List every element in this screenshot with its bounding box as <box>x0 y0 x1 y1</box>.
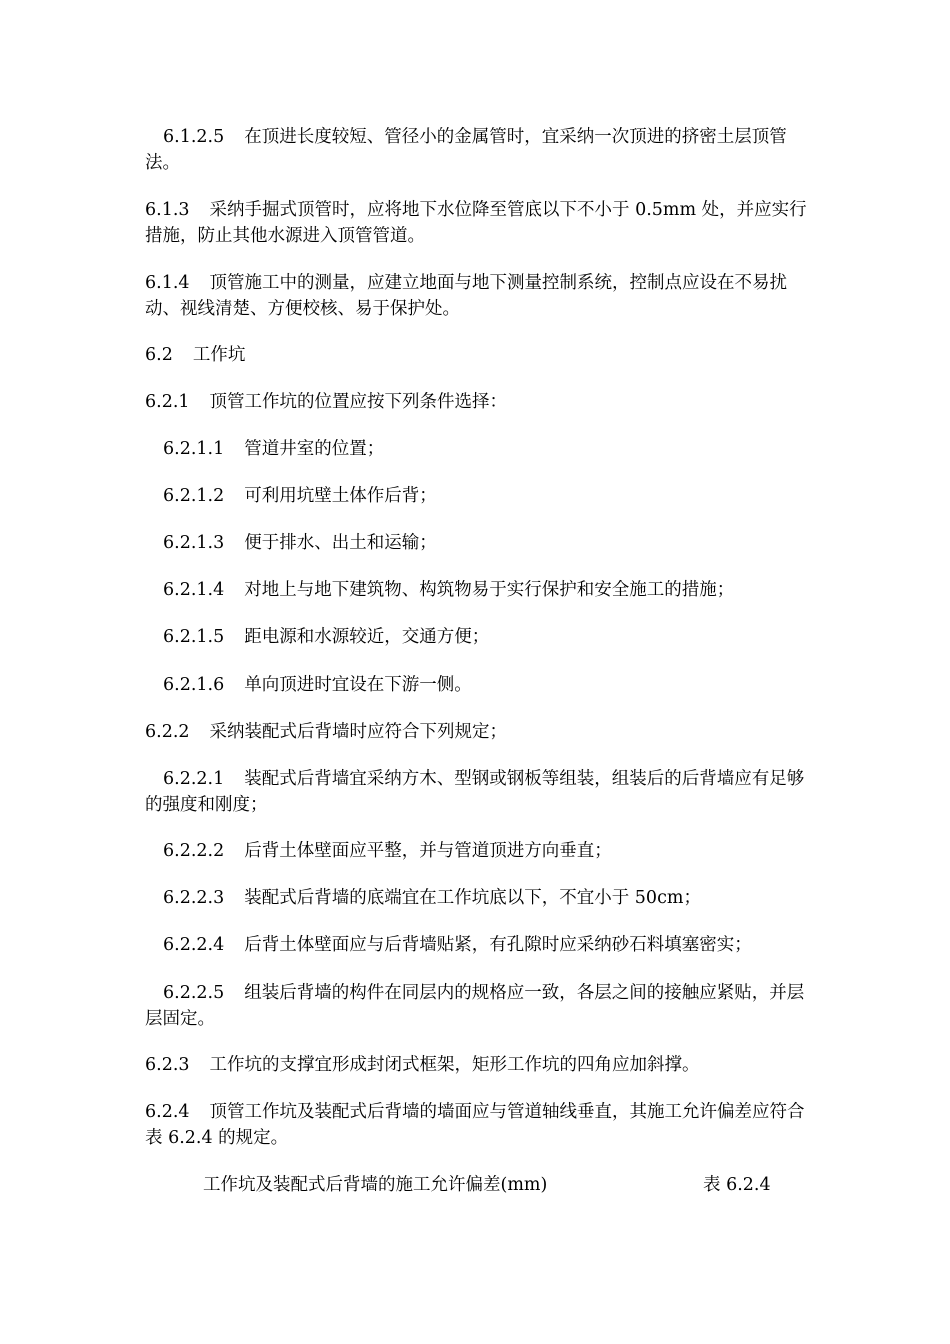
clause-6-2-2 <box>145 719 810 745</box>
clause-text: 采纳手掘式顶管时，应将地下水位降至管底以下不小于 0.5mm 处，并应实行措施，防止其他水源进入顶管管道。 <box>145 200 807 246</box>
clause-number: 6.2.1.4 <box>163 580 225 600</box>
clause-6-2-2-2 <box>145 838 810 864</box>
clause-number: 6.2.1.3 <box>163 533 225 553</box>
clause-text: 便于排水、出土和运输； <box>244 533 437 553</box>
clause-number: 6.2.2.5 <box>163 983 225 1003</box>
clause-text: 工作坑 <box>192 345 246 365</box>
clause-6-2-1-5 <box>145 624 810 650</box>
clause-number: 6.1.4 <box>145 273 190 293</box>
clause-text: 距电源和水源较近，交通方便； <box>244 627 490 647</box>
clause-text: 组装后背墙的构件在同层内的规格应一致，各层之间的接触应紧贴，并层层固定。 <box>145 983 805 1029</box>
clause-number: 6.1.2.5 <box>163 127 225 147</box>
clause-6-1-2-5 <box>145 124 810 176</box>
clause-6-2-1 <box>145 389 810 415</box>
clause-number: 6.2.2 <box>145 722 190 742</box>
clause-6-2-1-1 <box>145 436 810 462</box>
clause-text: 顶管施工中的测量，应建立地面与地下测量控制系统，控制点应设在不易扰动、视线清楚、方便校核、易于保护处。 <box>145 273 788 319</box>
clause-number: 6.2.1.5 <box>163 627 225 647</box>
clause-number: 6.2.1.2 <box>163 486 225 506</box>
clause-text: 装配式后背墙的底端宜在工作坑底以下，不宜小于 50cm； <box>244 888 701 908</box>
clause-6-2-4 <box>145 1099 810 1151</box>
clause-number: 6.2.2.1 <box>163 769 225 789</box>
clause-6-2-2-5 <box>145 980 810 1032</box>
clause-text: 顶管工作坑的位置应按下列条件选择： <box>209 392 508 412</box>
clause-text: 装配式后背墙宜采纳方木、型钢或钢板等组装，组装后的后背墙应有足够的强度和刚度； <box>145 769 805 815</box>
clause-text: 可利用坑壁土体作后背； <box>244 486 437 506</box>
clause-text: 对地上与地下建筑物、构筑物易于实行保护和安全施工的措施； <box>244 580 735 600</box>
clause-6-2-1-6 <box>145 672 810 698</box>
clause-text: 顶管工作坑及装配式后背墙的墙面应与管道轴线垂直，其施工允许偏差应符合表 6.2.4 的规定。 <box>145 1102 805 1148</box>
clause-6-1-3 <box>145 197 810 249</box>
clause-6-2-2-3 <box>145 885 810 911</box>
clause-6-2-2-1 <box>145 766 810 818</box>
clause-number: 6.2.2.2 <box>163 841 225 861</box>
clause-number: 6.2.1.6 <box>163 675 225 695</box>
clause-6-2-2-4 <box>145 932 810 958</box>
table-caption-label: 表 6.2.4 <box>703 1175 771 1195</box>
clause-6-2-3 <box>145 1052 810 1078</box>
clause-6-2-1-3 <box>145 530 810 556</box>
clause-text: 后背土体壁面应与后背墙贴紧，有孔隙时应采纳砂石料填塞密实； <box>244 935 752 955</box>
clause-text: 管道井室的位置； <box>244 439 385 459</box>
clause-6-1-4 <box>145 270 810 322</box>
clause-number: 6.2.1 <box>145 392 190 412</box>
clause-number: 6.2.2.4 <box>163 935 225 955</box>
clause-6-2-1-2 <box>145 483 810 509</box>
clause-number: 6.2.3 <box>145 1055 190 1075</box>
clause-number: 6.1.3 <box>145 200 190 220</box>
clause-text: 在顶进长度较短、管径小的金属管时，宜采纳一次顶进的挤密土层顶管法。 <box>145 127 787 173</box>
clause-text: 采纳装配式后背墙时应符合下列规定； <box>209 722 508 742</box>
clause-number: 6.2.4 <box>145 1102 190 1122</box>
clause-6-2-1-4 <box>145 577 810 603</box>
clause-number: 6.2.2.3 <box>163 888 225 908</box>
section-heading-6-2 <box>145 342 810 368</box>
clause-number: 6.2 <box>145 345 173 365</box>
clause-text: 单向顶进时宜设在下游一侧。 <box>244 675 472 695</box>
table-caption-title: 工作坑及装配式后背墙的施工允许偏差(mm) <box>203 1175 548 1195</box>
clause-number: 6.2.1.1 <box>163 439 225 459</box>
clause-text: 后背土体壁面应平整，并与管道顶进方向垂直； <box>244 841 612 861</box>
clause-text: 工作坑的支撑宜形成封闭式框架，矩形工作坑的四角应加斜撑。 <box>209 1055 700 1075</box>
